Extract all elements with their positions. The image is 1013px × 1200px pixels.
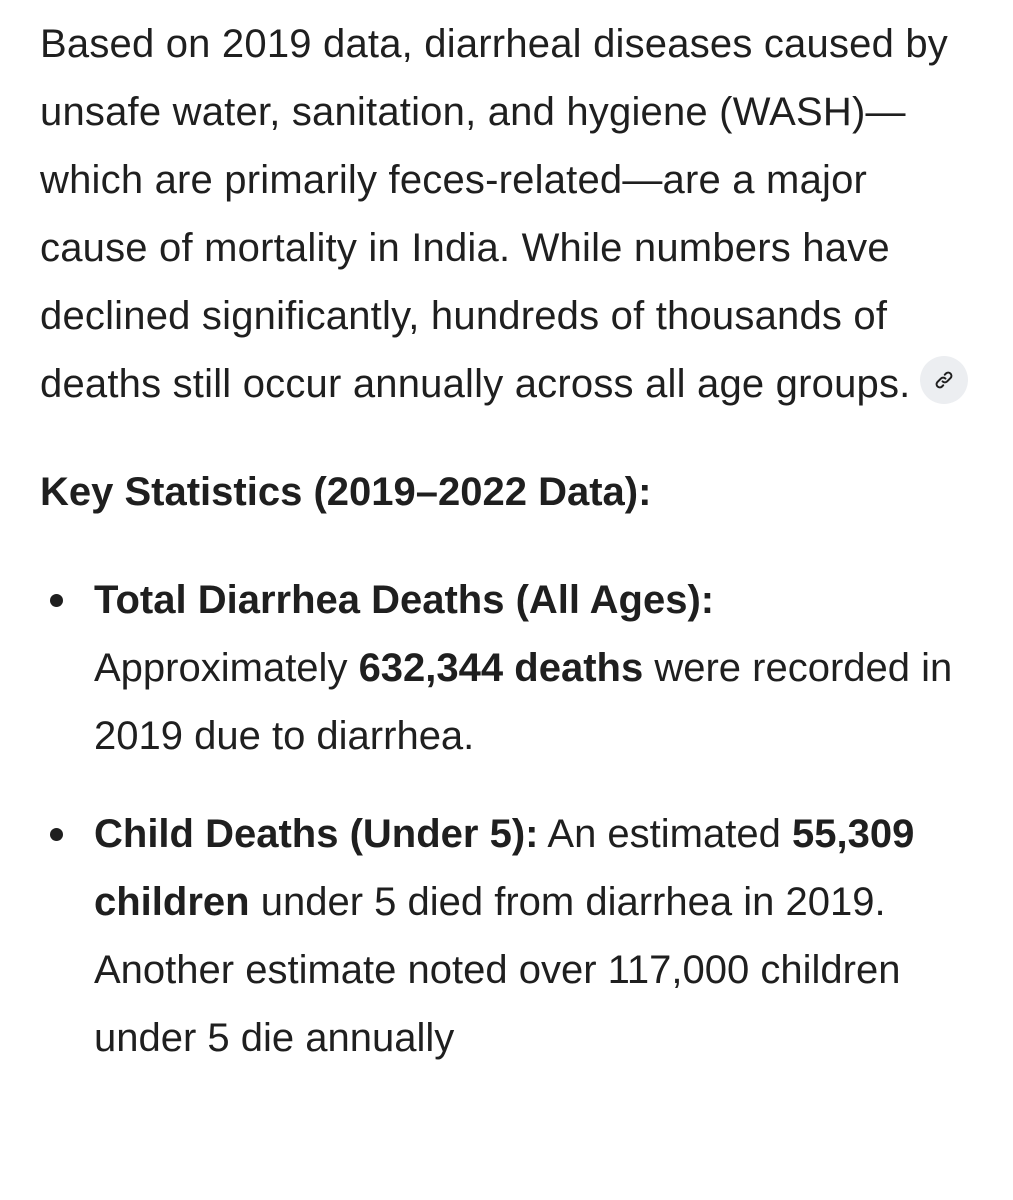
stat-item-total-deaths — [40, 566, 970, 770]
stat-post: under 5 died from diarrhea in 2019. Another estimate noted over 117,000 children under 5 die annually — [94, 880, 901, 1060]
bullet-icon — [50, 828, 63, 841]
stat-pre: Approximately — [94, 646, 348, 690]
source-link-button[interactable] — [920, 356, 968, 404]
stat-highlight: 55,309 children — [94, 812, 915, 924]
stat-pre: An estimated — [547, 812, 781, 856]
intro-text: Based on 2019 data, diarrheal diseases caused by unsafe water, sanitation, and hygiene (WASH)—which are primarily feces-related—are a major cause of mortality in India. While numbers have declined significantly, hundreds of thousands of deaths still occur annually across all age groups. — [40, 22, 948, 406]
stat-title: Total Diarrhea Deaths (All Ages): — [94, 578, 715, 622]
bullet-icon — [50, 594, 63, 607]
section-heading: Key Statistics (2019–2022 Data): — [40, 470, 652, 514]
stat-item-child-deaths — [40, 800, 970, 1072]
link-icon — [932, 368, 956, 392]
stat-post: were recorded in 2019 due to diarrhea. — [94, 646, 953, 758]
stats-list — [40, 566, 970, 1072]
stat-highlight: 632,344 deaths — [358, 646, 644, 690]
intro-paragraph — [40, 10, 970, 418]
response-content — [40, 10, 970, 1102]
stat-title: Child Deaths (Under 5): — [94, 812, 539, 856]
